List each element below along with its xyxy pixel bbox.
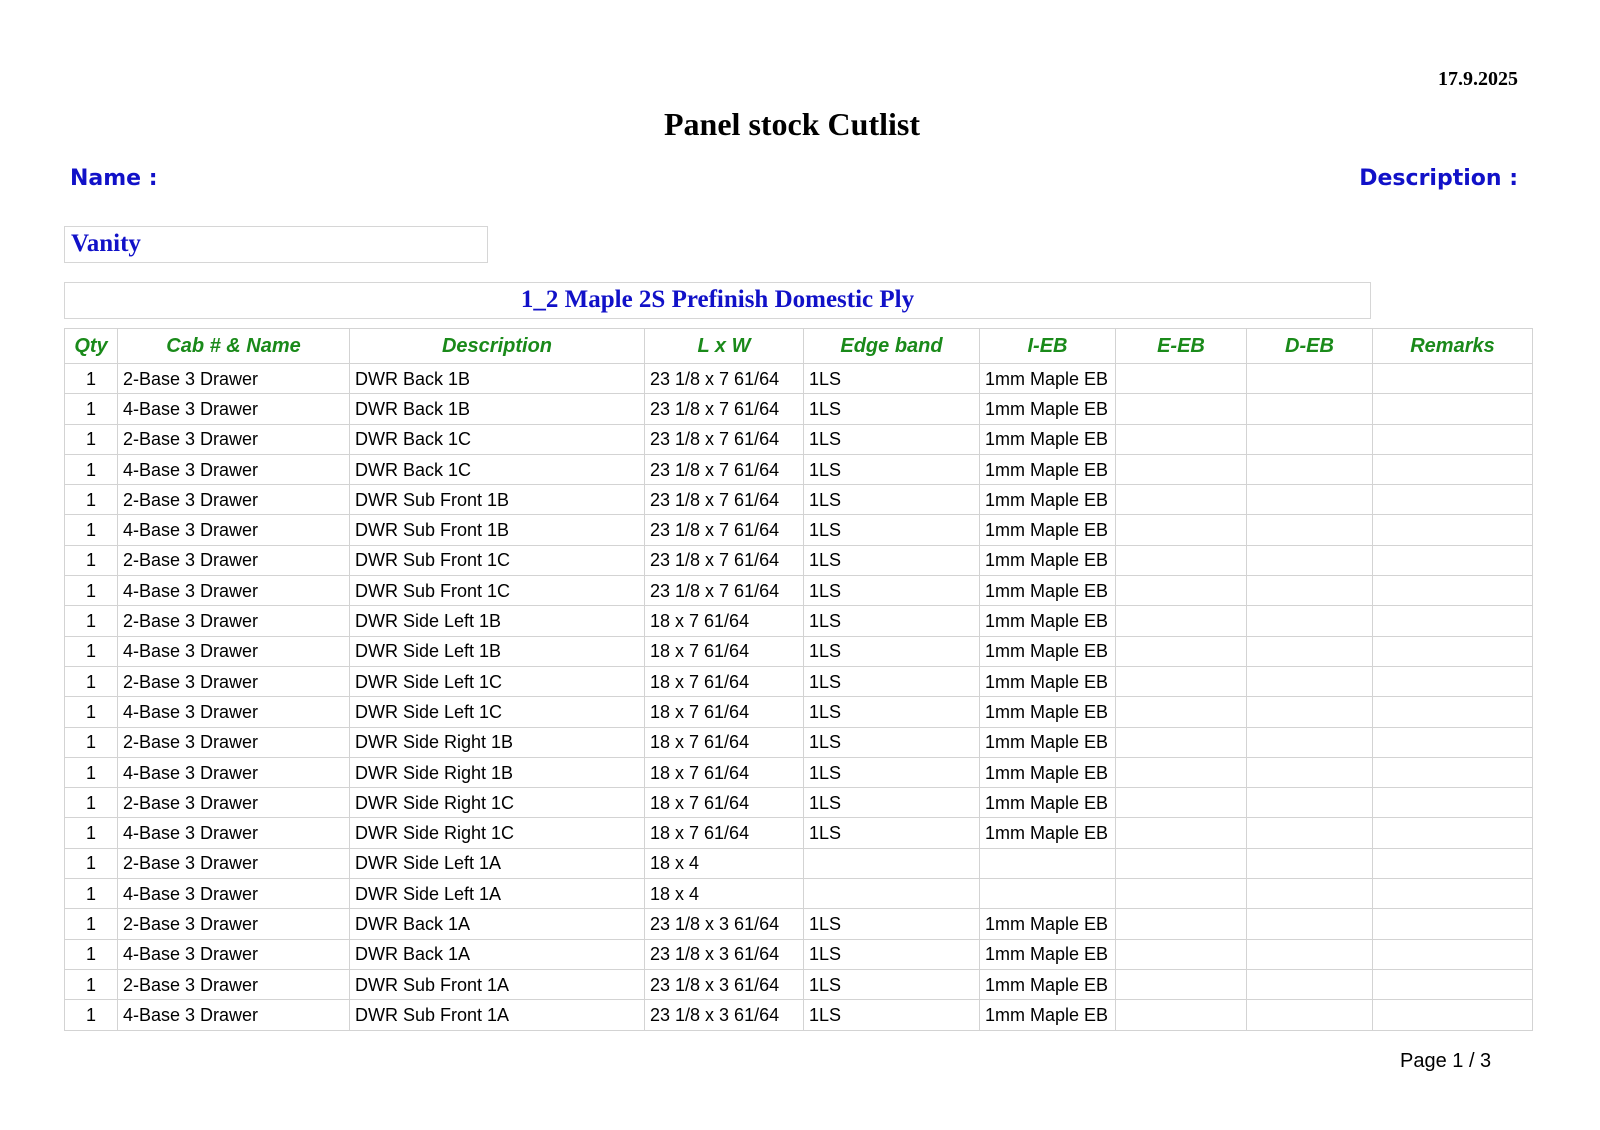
cell-i-eb: 1mm Maple EB	[980, 788, 1116, 818]
cell-remarks	[1373, 1000, 1533, 1030]
cell-i-eb: 1mm Maple EB	[980, 606, 1116, 636]
cell-d-eb	[1247, 1000, 1373, 1030]
cell-remarks	[1373, 394, 1533, 424]
table-row	[65, 1000, 1533, 1030]
cell-remarks	[1373, 909, 1533, 939]
cell-remarks	[1373, 364, 1533, 394]
table-row	[65, 394, 1533, 424]
cell-description: DWR Side Left 1C	[350, 697, 645, 727]
cell-e-eb	[1116, 606, 1247, 636]
cell-cab-name: 2-Base 3 Drawer	[118, 606, 350, 636]
table-row	[65, 424, 1533, 454]
cell-lxw: 23 1/8 x 3 61/64	[645, 909, 804, 939]
cell-i-eb: 1mm Maple EB	[980, 515, 1116, 545]
cell-qty: 1	[65, 636, 118, 666]
cell-e-eb	[1116, 1000, 1247, 1030]
cell-description: DWR Side Left 1B	[350, 636, 645, 666]
table-row	[65, 697, 1533, 727]
cell-cab-name: 2-Base 3 Drawer	[118, 485, 350, 515]
cell-edge-band: 1LS	[804, 606, 980, 636]
cell-qty: 1	[65, 666, 118, 696]
cell-lxw: 23 1/8 x 7 61/64	[645, 394, 804, 424]
cell-qty: 1	[65, 909, 118, 939]
cell-description: DWR Side Right 1B	[350, 757, 645, 787]
cell-qty: 1	[65, 606, 118, 636]
cell-i-eb: 1mm Maple EB	[980, 424, 1116, 454]
cell-e-eb	[1116, 515, 1247, 545]
page-number: Page 1 / 3	[1400, 1050, 1492, 1072]
cell-remarks	[1373, 636, 1533, 666]
material-name-box: 1_2 Maple 2S Prefinish Domestic Ply	[64, 282, 1371, 319]
cell-edge-band: 1LS	[804, 757, 980, 787]
cell-cab-name: 2-Base 3 Drawer	[118, 788, 350, 818]
cell-description: DWR Back 1C	[350, 424, 645, 454]
cell-description: DWR Sub Front 1C	[350, 576, 645, 606]
cell-description: DWR Sub Front 1B	[350, 485, 645, 515]
cell-d-eb	[1247, 576, 1373, 606]
cell-qty: 1	[65, 757, 118, 787]
cell-i-eb: 1mm Maple EB	[980, 545, 1116, 575]
table-row	[65, 666, 1533, 696]
cell-remarks	[1373, 545, 1533, 575]
cell-edge-band: 1LS	[804, 939, 980, 969]
cell-description: DWR Side Left 1C	[350, 666, 645, 696]
table-row	[65, 909, 1533, 939]
cell-d-eb	[1247, 818, 1373, 848]
col-header-description: Description	[350, 329, 645, 364]
cell-edge-band: 1LS	[804, 424, 980, 454]
cell-description: DWR Side Right 1C	[350, 788, 645, 818]
cell-e-eb	[1116, 364, 1247, 394]
cell-d-eb	[1247, 848, 1373, 878]
cell-description: DWR Back 1B	[350, 394, 645, 424]
table-row	[65, 636, 1533, 666]
cell-description: DWR Side Right 1C	[350, 818, 645, 848]
cell-e-eb	[1116, 879, 1247, 909]
cell-d-eb	[1247, 636, 1373, 666]
cell-qty: 1	[65, 939, 118, 969]
cell-lxw: 23 1/8 x 7 61/64	[645, 485, 804, 515]
cell-d-eb	[1247, 757, 1373, 787]
cell-description: DWR Side Left 1B	[350, 606, 645, 636]
cell-e-eb	[1116, 576, 1247, 606]
cell-d-eb	[1247, 394, 1373, 424]
cell-lxw: 23 1/8 x 7 61/64	[645, 424, 804, 454]
cell-qty: 1	[65, 879, 118, 909]
cell-remarks	[1373, 969, 1533, 999]
col-header-i-eb: I-EB	[980, 329, 1116, 364]
cell-remarks	[1373, 485, 1533, 515]
cell-cab-name: 4-Base 3 Drawer	[118, 394, 350, 424]
cell-description: DWR Back 1A	[350, 939, 645, 969]
cell-qty: 1	[65, 454, 118, 484]
col-header-e-eb: E-EB	[1116, 329, 1247, 364]
cell-d-eb	[1247, 727, 1373, 757]
cell-lxw: 18 x 7 61/64	[645, 818, 804, 848]
cell-qty: 1	[65, 424, 118, 454]
cell-e-eb	[1116, 424, 1247, 454]
cell-cab-name: 2-Base 3 Drawer	[118, 364, 350, 394]
table-row	[65, 606, 1533, 636]
cell-qty: 1	[65, 788, 118, 818]
table-row	[65, 879, 1533, 909]
cell-d-eb	[1247, 909, 1373, 939]
cell-cab-name: 4-Base 3 Drawer	[118, 697, 350, 727]
cell-qty: 1	[65, 394, 118, 424]
cell-edge-band: 1LS	[804, 666, 980, 696]
cell-remarks	[1373, 606, 1533, 636]
cell-cab-name: 2-Base 3 Drawer	[118, 424, 350, 454]
cell-lxw: 18 x 7 61/64	[645, 788, 804, 818]
col-header-edge-band: Edge band	[804, 329, 980, 364]
cell-edge-band: 1LS	[804, 909, 980, 939]
cell-lxw: 18 x 7 61/64	[645, 727, 804, 757]
cell-d-eb	[1247, 666, 1373, 696]
cell-cab-name: 2-Base 3 Drawer	[118, 909, 350, 939]
cell-qty: 1	[65, 697, 118, 727]
cell-cab-name: 2-Base 3 Drawer	[118, 848, 350, 878]
cell-i-eb: 1mm Maple EB	[980, 697, 1116, 727]
cell-remarks	[1373, 454, 1533, 484]
cell-edge-band: 1LS	[804, 727, 980, 757]
cell-cab-name: 4-Base 3 Drawer	[118, 939, 350, 969]
cell-qty: 1	[65, 818, 118, 848]
cell-edge-band: 1LS	[804, 636, 980, 666]
cell-cab-name: 4-Base 3 Drawer	[118, 576, 350, 606]
cell-i-eb: 1mm Maple EB	[980, 666, 1116, 696]
cell-lxw: 18 x 4	[645, 848, 804, 878]
cell-remarks	[1373, 666, 1533, 696]
col-header-remarks: Remarks	[1373, 329, 1533, 364]
cell-lxw: 23 1/8 x 7 61/64	[645, 364, 804, 394]
cell-qty: 1	[65, 364, 118, 394]
cell-d-eb	[1247, 364, 1373, 394]
cell-edge-band: 1LS	[804, 576, 980, 606]
cell-qty: 1	[65, 1000, 118, 1030]
cell-remarks	[1373, 697, 1533, 727]
cell-edge-band: 1LS	[804, 1000, 980, 1030]
cell-description: DWR Sub Front 1C	[350, 545, 645, 575]
table-row	[65, 939, 1533, 969]
cell-remarks	[1373, 939, 1533, 969]
col-header-lxw: L x W	[645, 329, 804, 364]
cell-d-eb	[1247, 545, 1373, 575]
cell-cab-name: 4-Base 3 Drawer	[118, 515, 350, 545]
cell-i-eb: 1mm Maple EB	[980, 939, 1116, 969]
cell-remarks	[1373, 757, 1533, 787]
cell-d-eb	[1247, 939, 1373, 969]
cell-lxw: 18 x 7 61/64	[645, 606, 804, 636]
table-row	[65, 757, 1533, 787]
cell-description: DWR Side Left 1A	[350, 848, 645, 878]
cutlist-table	[64, 328, 1533, 1031]
cell-description: DWR Back 1B	[350, 364, 645, 394]
cell-lxw: 23 1/8 x 7 61/64	[645, 545, 804, 575]
cell-e-eb	[1116, 727, 1247, 757]
cell-lxw: 23 1/8 x 7 61/64	[645, 576, 804, 606]
cell-cab-name: 4-Base 3 Drawer	[118, 636, 350, 666]
table-header-row	[65, 329, 1533, 364]
cell-remarks	[1373, 848, 1533, 878]
cell-i-eb: 1mm Maple EB	[980, 454, 1116, 484]
cell-d-eb	[1247, 454, 1373, 484]
cell-remarks	[1373, 576, 1533, 606]
table-row	[65, 576, 1533, 606]
cell-qty: 1	[65, 969, 118, 999]
cell-description: DWR Sub Front 1A	[350, 969, 645, 999]
cell-e-eb	[1116, 788, 1247, 818]
cell-e-eb	[1116, 969, 1247, 999]
cell-cab-name: 2-Base 3 Drawer	[118, 545, 350, 575]
cell-cab-name: 2-Base 3 Drawer	[118, 727, 350, 757]
cell-d-eb	[1247, 606, 1373, 636]
cell-e-eb	[1116, 848, 1247, 878]
col-header-d-eb: D-EB	[1247, 329, 1373, 364]
table-row	[65, 818, 1533, 848]
cell-e-eb	[1116, 697, 1247, 727]
cell-description: DWR Back 1C	[350, 454, 645, 484]
cell-edge-band: 1LS	[804, 969, 980, 999]
cell-i-eb: 1mm Maple EB	[980, 364, 1116, 394]
cell-i-eb: 1mm Maple EB	[980, 727, 1116, 757]
cell-edge-band: 1LS	[804, 788, 980, 818]
cell-qty: 1	[65, 848, 118, 878]
cell-i-eb: 1mm Maple EB	[980, 485, 1116, 515]
cell-edge-band: 1LS	[804, 545, 980, 575]
description-label: Description :	[1359, 166, 1518, 191]
cell-remarks	[1373, 515, 1533, 545]
cell-i-eb: 1mm Maple EB	[980, 757, 1116, 787]
report-date: 17.9.2025	[1438, 68, 1518, 90]
cell-lxw: 18 x 7 61/64	[645, 757, 804, 787]
project-name-box: Vanity	[64, 226, 488, 263]
cell-cab-name: 4-Base 3 Drawer	[118, 818, 350, 848]
cell-d-eb	[1247, 485, 1373, 515]
cell-cab-name: 4-Base 3 Drawer	[118, 879, 350, 909]
cell-lxw: 23 1/8 x 7 61/64	[645, 515, 804, 545]
cell-d-eb	[1247, 788, 1373, 818]
cell-edge-band: 1LS	[804, 394, 980, 424]
cell-edge-band	[804, 879, 980, 909]
cell-e-eb	[1116, 454, 1247, 484]
cell-cab-name: 2-Base 3 Drawer	[118, 969, 350, 999]
cell-e-eb	[1116, 394, 1247, 424]
cell-description: DWR Side Left 1A	[350, 879, 645, 909]
table-row	[65, 545, 1533, 575]
cell-qty: 1	[65, 545, 118, 575]
table-row	[65, 727, 1533, 757]
table-row	[65, 454, 1533, 484]
cell-edge-band: 1LS	[804, 515, 980, 545]
cell-cab-name: 4-Base 3 Drawer	[118, 454, 350, 484]
cell-description: DWR Side Right 1B	[350, 727, 645, 757]
table-row	[65, 485, 1533, 515]
cell-lxw: 23 1/8 x 7 61/64	[645, 454, 804, 484]
cell-remarks	[1373, 818, 1533, 848]
cell-edge-band	[804, 848, 980, 878]
cell-d-eb	[1247, 969, 1373, 999]
cell-e-eb	[1116, 939, 1247, 969]
cell-lxw: 18 x 4	[645, 879, 804, 909]
cell-description: DWR Back 1A	[350, 909, 645, 939]
cell-e-eb	[1116, 545, 1247, 575]
cell-e-eb	[1116, 666, 1247, 696]
cell-i-eb: 1mm Maple EB	[980, 394, 1116, 424]
cell-lxw: 23 1/8 x 3 61/64	[645, 1000, 804, 1030]
cell-e-eb	[1116, 757, 1247, 787]
cell-remarks	[1373, 424, 1533, 454]
table-row	[65, 364, 1533, 394]
cell-description: DWR Sub Front 1A	[350, 1000, 645, 1030]
cell-i-eb: 1mm Maple EB	[980, 1000, 1116, 1030]
cell-cab-name: 2-Base 3 Drawer	[118, 666, 350, 696]
cell-remarks	[1373, 879, 1533, 909]
cell-description: DWR Sub Front 1B	[350, 515, 645, 545]
cell-edge-band: 1LS	[804, 818, 980, 848]
cell-cab-name: 4-Base 3 Drawer	[118, 1000, 350, 1030]
table-row	[65, 848, 1533, 878]
cell-i-eb: 1mm Maple EB	[980, 909, 1116, 939]
cell-edge-band: 1LS	[804, 697, 980, 727]
cell-lxw: 23 1/8 x 3 61/64	[645, 969, 804, 999]
cell-d-eb	[1247, 879, 1373, 909]
name-label: Name :	[70, 166, 158, 191]
cell-edge-band: 1LS	[804, 454, 980, 484]
cell-e-eb	[1116, 636, 1247, 666]
cell-d-eb	[1247, 424, 1373, 454]
cell-i-eb: 1mm Maple EB	[980, 818, 1116, 848]
cell-remarks	[1373, 788, 1533, 818]
col-header-qty: Qty	[65, 329, 118, 364]
cell-d-eb	[1247, 697, 1373, 727]
cell-lxw: 18 x 7 61/64	[645, 697, 804, 727]
col-header-cab-name: Cab # & Name	[118, 329, 350, 364]
table-row	[65, 788, 1533, 818]
cell-qty: 1	[65, 515, 118, 545]
cell-edge-band: 1LS	[804, 485, 980, 515]
cell-qty: 1	[65, 727, 118, 757]
cell-remarks	[1373, 727, 1533, 757]
cell-qty: 1	[65, 576, 118, 606]
cell-qty: 1	[65, 485, 118, 515]
cell-d-eb	[1247, 515, 1373, 545]
cell-cab-name: 4-Base 3 Drawer	[118, 757, 350, 787]
cell-e-eb	[1116, 818, 1247, 848]
page-title: Panel stock Cutlist	[664, 106, 920, 142]
cell-lxw: 18 x 7 61/64	[645, 666, 804, 696]
cell-i-eb	[980, 879, 1116, 909]
cell-i-eb: 1mm Maple EB	[980, 969, 1116, 999]
table-row	[65, 515, 1533, 545]
cell-e-eb	[1116, 485, 1247, 515]
cell-i-eb: 1mm Maple EB	[980, 576, 1116, 606]
table-row	[65, 969, 1533, 999]
cell-i-eb: 1mm Maple EB	[980, 636, 1116, 666]
cell-e-eb	[1116, 909, 1247, 939]
cell-i-eb	[980, 848, 1116, 878]
cell-edge-band: 1LS	[804, 364, 980, 394]
cell-lxw: 23 1/8 x 3 61/64	[645, 939, 804, 969]
cell-lxw: 18 x 7 61/64	[645, 636, 804, 666]
